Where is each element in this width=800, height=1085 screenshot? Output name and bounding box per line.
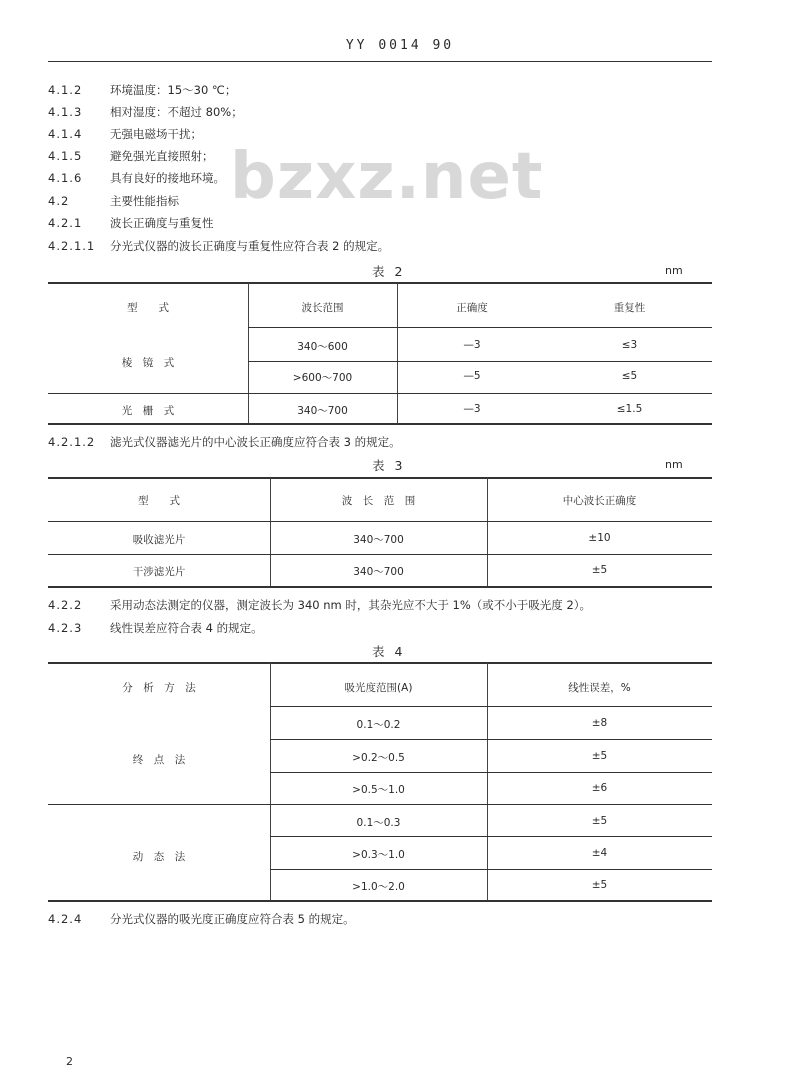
table2-header-range: 波长范围 — [301, 302, 344, 314]
table2-caption: 表 2 — [372, 264, 406, 279]
clause-text: 避免强光直接照射； — [110, 149, 214, 163]
clause-4-2-1-1 — [48, 238, 389, 254]
table4-cell: ±4 — [591, 847, 608, 859]
table2-cell: >600～700 — [292, 372, 353, 384]
clause-4-2-3 — [48, 620, 263, 636]
clause-number: 4.2.3 — [48, 621, 83, 635]
table2-top-rule — [48, 282, 712, 284]
table4-group-rule — [48, 804, 712, 805]
table2-header-type: 型 式 — [127, 302, 169, 314]
clause-4-2 — [48, 193, 179, 209]
table3-cell: ±10 — [588, 532, 611, 544]
clause-number: 4.2.1.1 — [48, 239, 96, 253]
clause-text: 相对湿度：不超过 80%； — [110, 105, 243, 119]
table4-top-rule — [48, 662, 712, 664]
table2-bottom-rule — [48, 423, 712, 425]
clause-4-2-1-2 — [48, 434, 401, 450]
table2-cell: ≤3 — [621, 339, 638, 351]
table4-cell: ±6 — [591, 782, 608, 794]
clause-text: 采用动态法测定的仪器，测定波长为 340 nm 时，其杂光应不大于 1%（或不小于吸光度 2）。 — [110, 598, 592, 612]
table2-header-repeatability: 重复性 — [613, 302, 646, 314]
table4-row-rule — [270, 772, 712, 773]
table4-row-rule — [270, 836, 712, 837]
clause-4-2-4 — [48, 911, 355, 927]
table3-header-rule — [48, 521, 712, 522]
table4-cell: ±8 — [591, 717, 608, 729]
table3-unit: nm — [665, 458, 683, 471]
clause-4-1-6 — [48, 170, 225, 186]
table2-cell: —5 — [463, 370, 481, 382]
table2-cell: 340～700 — [297, 405, 348, 417]
table4-cell: >1.0～2.0 — [352, 881, 405, 893]
clause-text: 分光式仪器的波长正确度与重复性应符合表 2 的规定。 — [110, 239, 390, 253]
clause-text: 环境温度：15～30 ℃； — [110, 83, 237, 97]
clause-number: 4.2.4 — [48, 912, 83, 926]
clause-text: 线性误差应符合表 4 的规定。 — [110, 621, 263, 635]
clause-number: 4.2.1.2 — [48, 435, 96, 449]
table3-row-rule — [48, 554, 712, 555]
table4-cell: 0.1～0.3 — [356, 817, 401, 829]
table3-bottom-rule — [48, 586, 712, 588]
clause-number: 4.2.2 — [48, 598, 83, 612]
clause-number: 4.2 — [48, 194, 70, 208]
table4-cell: >0.5～1.0 — [352, 784, 405, 796]
table2-cell: ≤1.5 — [616, 403, 643, 415]
table4-row-rule — [270, 739, 712, 740]
clause-text: 主要性能指标 — [110, 194, 179, 208]
clause-number: 4.1.4 — [48, 127, 83, 141]
clause-number: 4.1.5 — [48, 149, 83, 163]
table3-caption: 表 3 — [372, 458, 406, 473]
clause-4-2-2 — [48, 597, 591, 613]
table2-cell: —3 — [463, 403, 481, 415]
watermark: bzxz.net — [230, 140, 544, 214]
table4-method-endpoint: 终 点 法 — [132, 754, 186, 766]
clause-4-1-2 — [48, 82, 236, 98]
clause-4-1-4 — [48, 126, 202, 142]
clause-text: 分光式仪器的吸光度正确度应符合表 5 的规定。 — [110, 912, 355, 926]
table4-header-error: 线性误差，% — [568, 682, 631, 694]
table3-cell: ±5 — [591, 564, 608, 576]
table4-cell: ±5 — [591, 815, 608, 827]
table4-header-rule — [270, 706, 712, 707]
clause-4-2-1 — [48, 215, 214, 231]
table3-cell: 干涉滤光片 — [132, 566, 186, 578]
clause-text: 波长正确度与重复性 — [110, 216, 214, 230]
standard-number-header: YY 0014 90 — [345, 38, 455, 53]
table4-method-kinetic: 动 态 法 — [132, 851, 186, 863]
table4-cell: >0.3～1.0 — [352, 849, 405, 861]
table3-header-range: 波 长 范 围 — [341, 495, 416, 507]
table2-group-rule — [48, 393, 712, 394]
clause-text: 具有良好的接地环境。 — [110, 171, 225, 185]
table2-cell: —3 — [463, 339, 481, 351]
table2-header-accuracy: 正确度 — [456, 302, 488, 314]
clause-number: 4.1.6 — [48, 171, 83, 185]
table2-cell: ≤5 — [621, 370, 638, 382]
table4-cell: ±5 — [591, 879, 608, 891]
table4-bottom-rule — [48, 900, 712, 902]
table3-top-rule — [48, 477, 712, 479]
table3-header-accuracy: 中心波长正确度 — [562, 495, 637, 507]
table2-cell: 340～600 — [297, 341, 348, 353]
table3-header-type: 型 式 — [138, 495, 180, 507]
table4-cell: >0.2～0.5 — [352, 752, 405, 764]
table3-cell: 340～700 — [353, 566, 404, 578]
table4-header-method: 分 析 方 法 — [122, 682, 196, 694]
table2-header-rule — [248, 327, 712, 328]
table4-cell: ±5 — [591, 750, 608, 762]
table2-type-grating: 光 栅 式 — [121, 405, 175, 417]
page-number: 2 — [66, 1055, 73, 1068]
clause-text: 无强电磁场干扰； — [110, 127, 202, 141]
table2-row-rule — [248, 361, 712, 362]
clause-number: 4.2.1 — [48, 216, 83, 230]
table4-header-range: 吸光度范围(A) — [344, 682, 413, 694]
table2-unit: nm — [665, 264, 683, 277]
clause-4-1-3 — [48, 104, 243, 120]
table4-row-rule — [270, 869, 712, 870]
table3-cell: 340～700 — [353, 534, 404, 546]
table4-cell: 0.1～0.2 — [356, 719, 401, 731]
clause-text: 滤光式仪器滤光片的中心波长正确度应符合表 3 的规定。 — [110, 435, 401, 449]
header-rule — [48, 61, 712, 62]
table2-type-prism: 棱 镜 式 — [121, 357, 175, 369]
table4-caption: 表 4 — [372, 644, 406, 659]
clause-number: 4.1.3 — [48, 105, 83, 119]
table3-cell: 吸收滤光片 — [132, 534, 186, 546]
clause-4-1-5 — [48, 148, 214, 164]
clause-number: 4.1.2 — [48, 83, 83, 97]
